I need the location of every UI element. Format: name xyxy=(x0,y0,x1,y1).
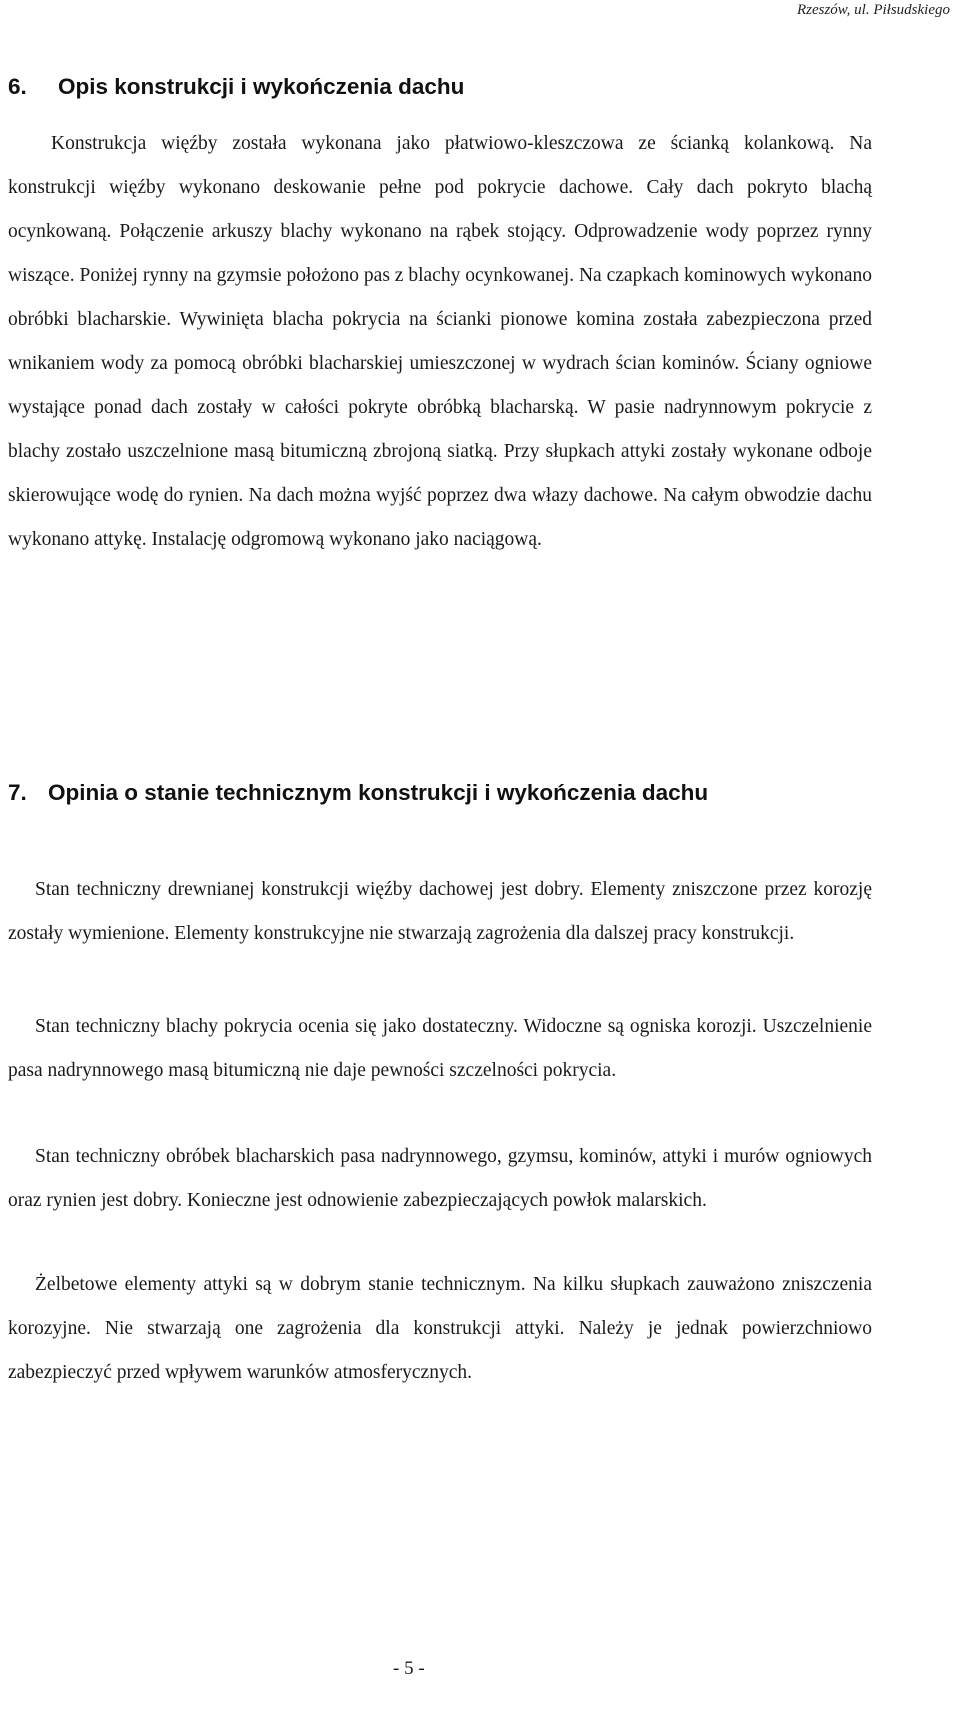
section-6-heading xyxy=(8,74,464,100)
flashing-condition-paragraph: Stan techniczny obróbek blacharskich pasa nadrynnowego, gzymsu, kominów, attyki i murów ogniowych oraz rynien jest dobry. Konieczne jest odnowienie zabezpieczających powłok malarskich. xyxy=(8,1146,872,1211)
section-7-title: Opinia o stanie technicznym konstrukcji i wykończenia dachu xyxy=(48,780,709,805)
page-number: - 5 - xyxy=(393,1658,425,1679)
roof-sheet-condition-paragraph: Stan techniczny blachy pokrycia ocenia się jako dostateczny. Widoczne są ogniska korozji. Uszczelnienie pasa nadrynnowego masą bitumiczną nie daje pewności szczelności pokrycia. xyxy=(8,1016,872,1081)
section-7-number: 7. xyxy=(8,780,27,805)
section-7-heading xyxy=(8,780,708,806)
running-header: Rzeszów, ul. Piłsudskiego xyxy=(796,2,950,18)
section-6-title: Opis konstrukcji i wykończenia dachu xyxy=(58,74,465,99)
roof-description-paragraph: Konstrukcja więźby została wykonana jako płatwiowo-kleszczowa ze ścianką kolankową. Na konstrukcji więźby wykonano deskowanie pełne pod pokrycie dachowe. Cały dach pokryto blachą ocynkowaną. Połączenie arkuszy blachy wykonano na rąbek stojący. Odprowadzenie wody poprzez rynny wiszące. Poniżej rynny na gzymsie położono pas z blachy ocynkowanej. Na czapkach kominowych wykonano obróbki blacharskie. Wywinięta blacha pokrycia na ścianki pionowe komina została zabezpieczona przed wnikaniem wody za pomocą obróbki blacharskiej umieszczonej w wydrach ścian kominów. Ściany ogniowe wystające ponad dach zostały w całości pokryte obróbką blacharską. W pasie nadrynnowym pokrycie z blachy zostało uszczelnione masą bitumiczną zbrojoną siatką. Przy słupkach attyki zostały wykonane odboje skierowujące wodę do rynien. Na dach można wyjść poprzez dwa włazy dachowe. Na całym obwodzie dachu wykonano attykę. Instalację odgromową wykonano jako naciągową. xyxy=(8,133,872,550)
section-6-number: 6. xyxy=(8,74,27,99)
attic-condition-paragraph: Żelbetowe elementy attyki są w dobrym stanie technicznym. Na kilku słupkach zauważono zniszczenia korozyjne. Nie stwarzają one zagrożenia dla konstrukcji attyki. Należy je jednak powierzchniowo zabezpieczyć przed wpływem warunków atmosferycznych. xyxy=(8,1274,872,1383)
roof-truss-condition-paragraph: Stan techniczny drewnianej konstrukcji więźby dachowej jest dobry. Elementy zniszczone przez korozję zostały wymienione. Elementy konstrukcyjne nie stwarzają zagrożenia dla dalszej pracy konstrukcji. xyxy=(8,879,872,944)
